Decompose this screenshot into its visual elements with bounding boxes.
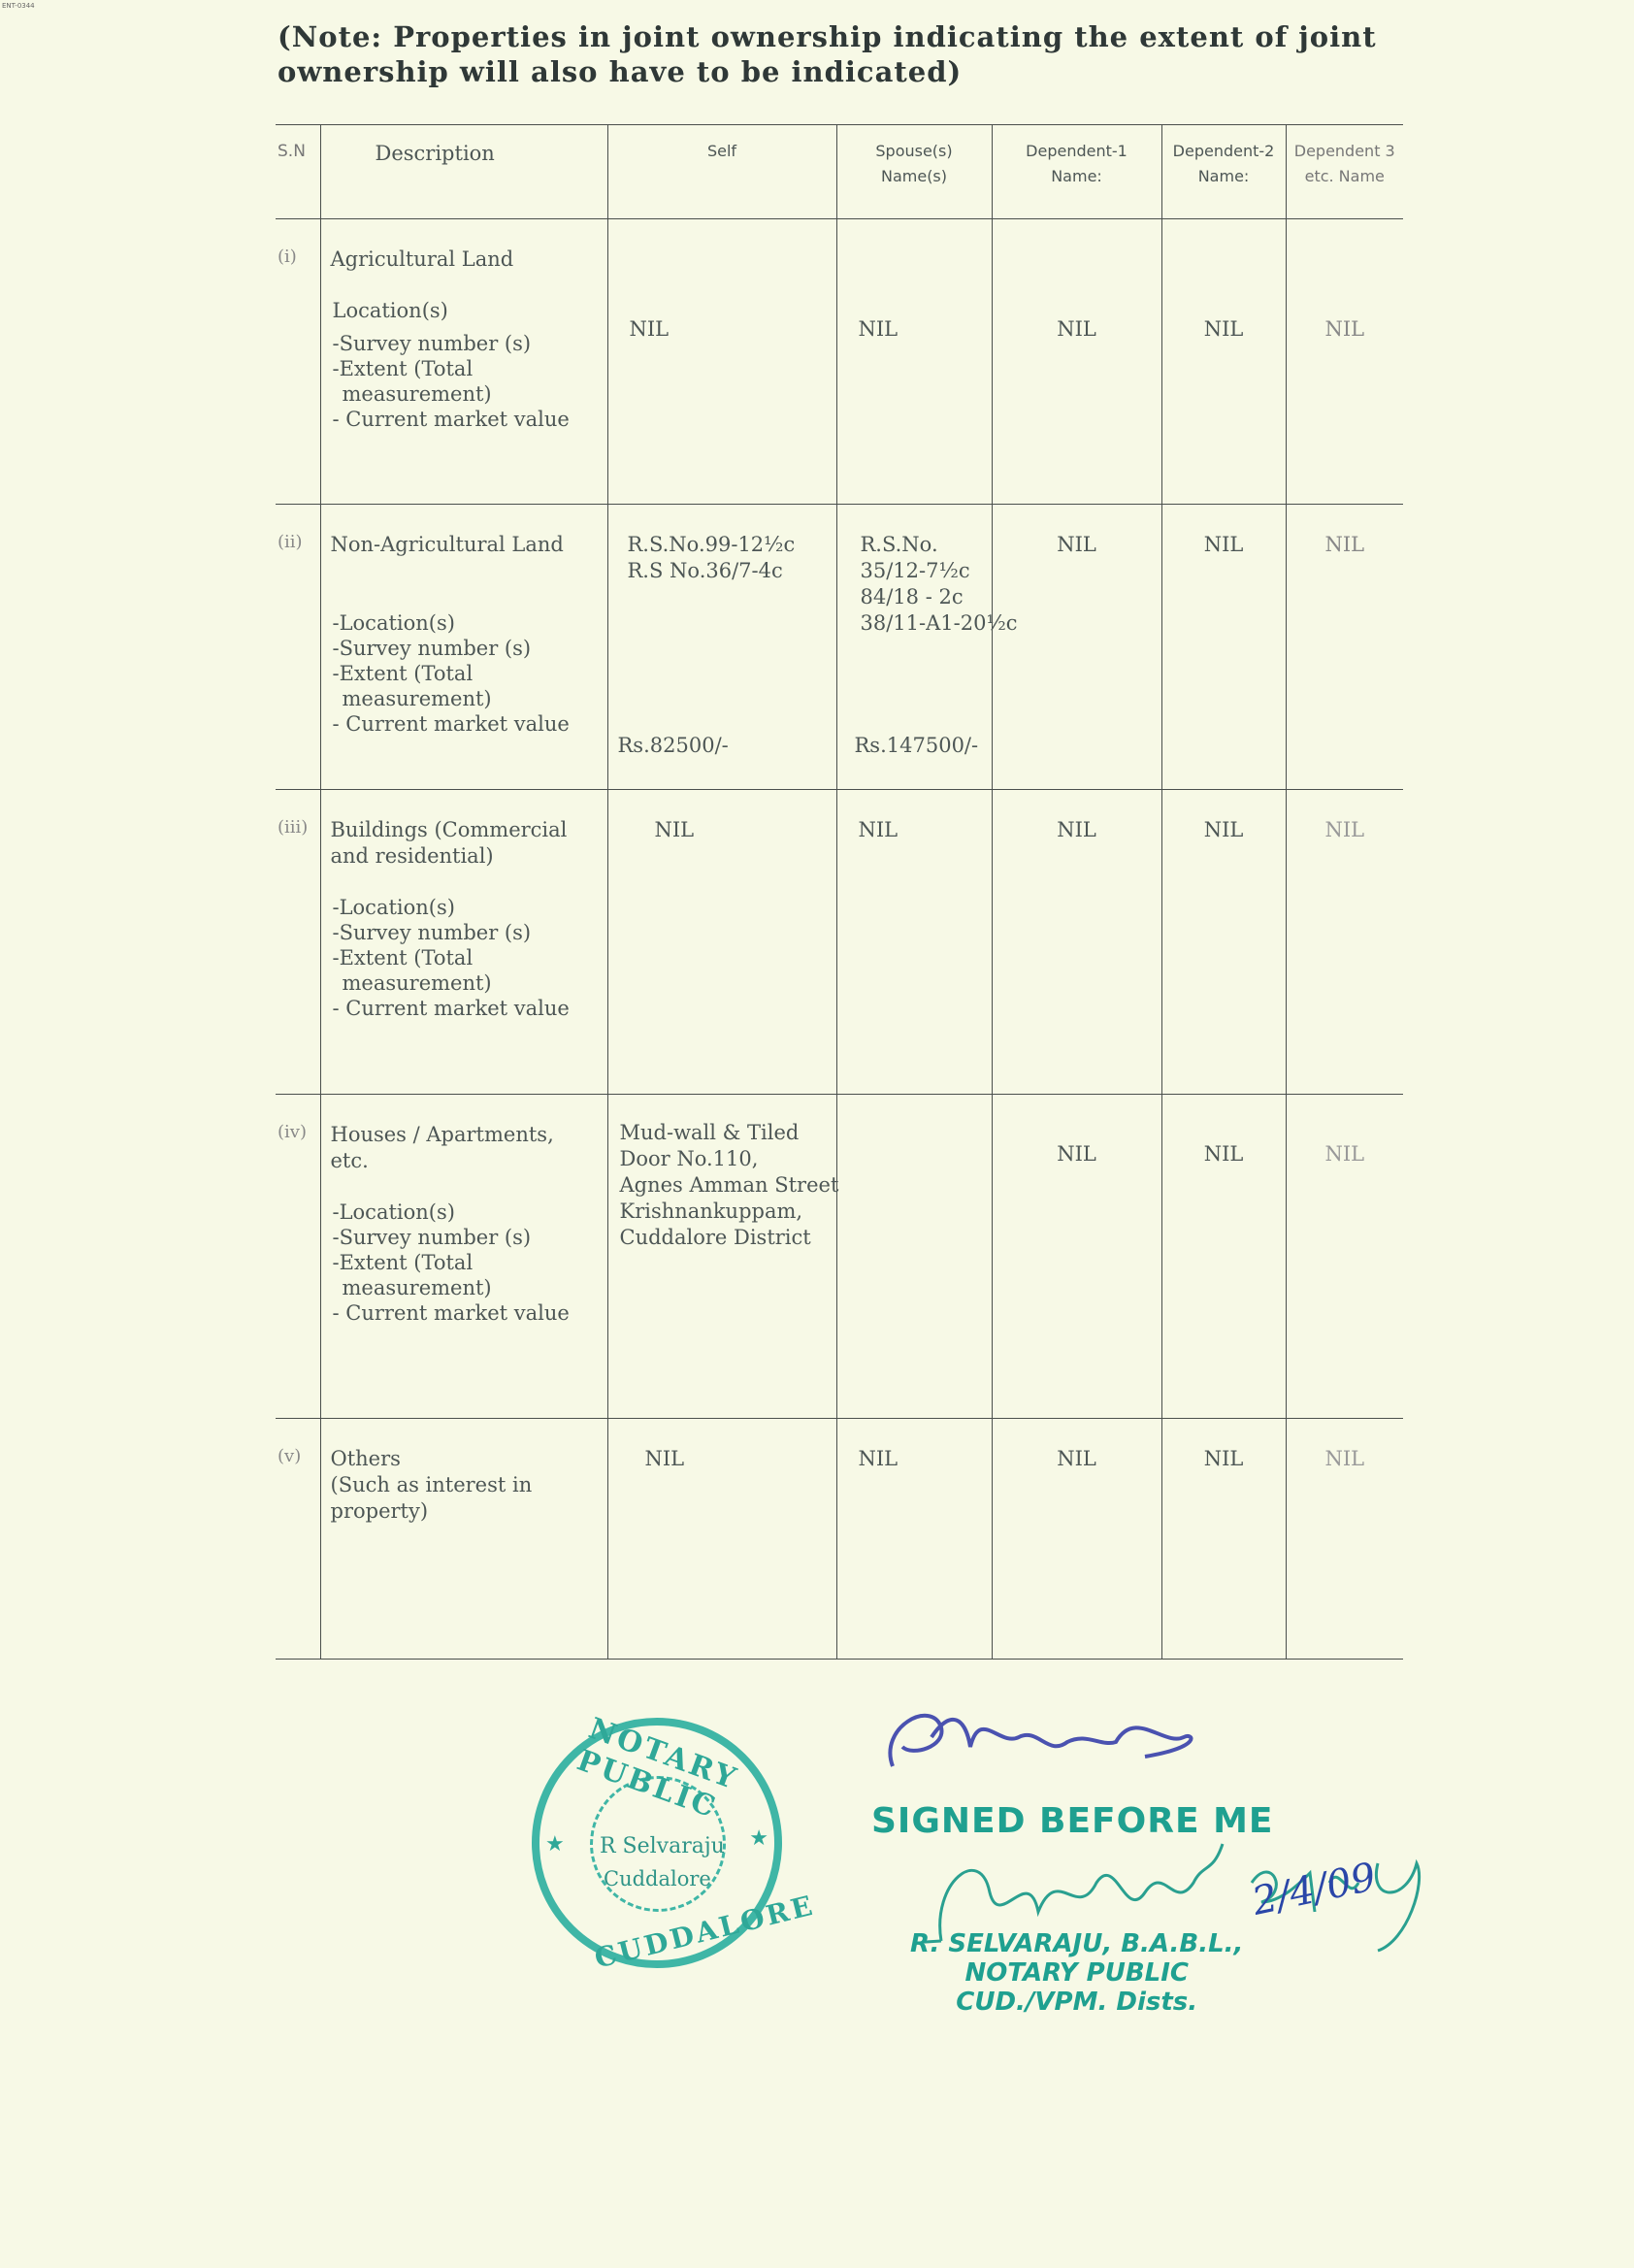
spouse-value: NIL [858,317,899,341]
row-description: Houses / Apartments, etc. -Location(s) -Survey number (s) -Extent (Total measurement) - Current market value [320,1095,607,1419]
dep3-value: NIL [1324,1447,1365,1470]
dep3-value: NIL [1324,818,1365,841]
table-row [276,505,1403,790]
self-market-value: Rs.82500/- [617,734,729,757]
header-spouse: Spouse(s) Name(s) [836,125,992,219]
dep2-value: NIL [1203,1142,1244,1166]
table-row [276,219,1403,505]
row-description: Non-Agricultural Land -Location(s) -Survey number (s) -Extent (Total measurement) - Current market value [320,505,607,790]
stamp-bottom-text: CUDDALORE [591,1889,819,1975]
header-self: Self [607,125,836,219]
row-description: Agricultural Land Location(s) -Survey number (s) -Extent (Total measurement) - Current market value [320,219,607,505]
header-sn: S.N [276,125,320,219]
notary-stamp [532,1711,819,1975]
dep2-value: NIL [1203,317,1244,341]
self-value: NIL [654,818,695,841]
handwritten-date: 2/4/09 [1248,1855,1381,1924]
stamp-name: R Selvaraju [600,1834,725,1858]
self-value: NIL [644,1447,685,1470]
dep2-value: NIL [1203,533,1244,556]
dep3-value: NIL [1324,317,1365,341]
notary-block: R. SELVARAJU, B.A.B.L., NOTARY PUBLIC CUD./VPM. Dists. [910,1929,1244,2017]
header-dependent-1: Dependent-1 Name: [992,125,1161,219]
corner-mark: ENT-0344 [2,2,35,10]
stamp-top-text: NOTARY PUBLIC [572,1711,743,1826]
joint-ownership-note: (Note: Properties in joint ownership indicating the extent of joint ownership will also have to be indicated) [278,20,1377,88]
spouse-value: NIL [858,818,899,841]
header-description: Description [320,125,607,219]
property-table [276,124,1403,1660]
dep1-value: NIL [1057,1447,1096,1470]
row-sn: (iii) [278,817,309,838]
dep1-value: NIL [1057,818,1096,841]
table-row [276,1419,1403,1660]
table-row [276,1095,1403,1419]
row-sn: (iv) [278,1122,307,1142]
row-description: Buildings (Commercial and residential) -Location(s) -Survey number (s) -Extent (Total measurement) - Current market value [320,790,607,1095]
star-icon: ★ [749,1826,768,1851]
signed-before-me: SIGNED BEFORE ME [871,1801,1274,1841]
declarant-signature [873,1689,1242,1795]
table-row [276,790,1403,1095]
self-cell: Mud-wall & Tiled Door No.110, Agnes Amman Street Krishnankuppam, Cuddalore District [607,1095,836,1419]
dep1-value: NIL [1057,1142,1096,1166]
row-sn: (v) [278,1446,302,1466]
spouse-value: NIL [858,1447,899,1470]
row-sn: (i) [278,247,297,267]
spouse-market-value: Rs.147500/- [854,734,979,757]
header-dependent-2: Dependent-2 Name: [1161,125,1286,219]
dep3-value: NIL [1324,1142,1365,1166]
table-header-row [276,125,1403,219]
stamp-place: Cuddalore [604,1867,711,1890]
dep1-value: NIL [1057,533,1096,556]
header-dependent-3: Dependent 3 etc. Name [1286,125,1403,219]
row-description: Others (Such as interest in property) [320,1419,607,1660]
self-cell: R.S.No.99-12½c R.S No.36/7-4c Rs.82500/- [607,505,836,790]
dep3-value: NIL [1324,533,1365,556]
dep2-value: NIL [1203,818,1244,841]
spouse-cell: R.S.No. 35/12-7½c 84/18 - 2c 38/11-A1-20½c Rs.147500/- [836,505,992,790]
row-sn: (ii) [278,532,303,552]
self-value: NIL [629,317,670,341]
star-icon: ★ [545,1832,565,1857]
dep1-value: NIL [1057,317,1096,341]
dep2-value: NIL [1203,1447,1244,1470]
